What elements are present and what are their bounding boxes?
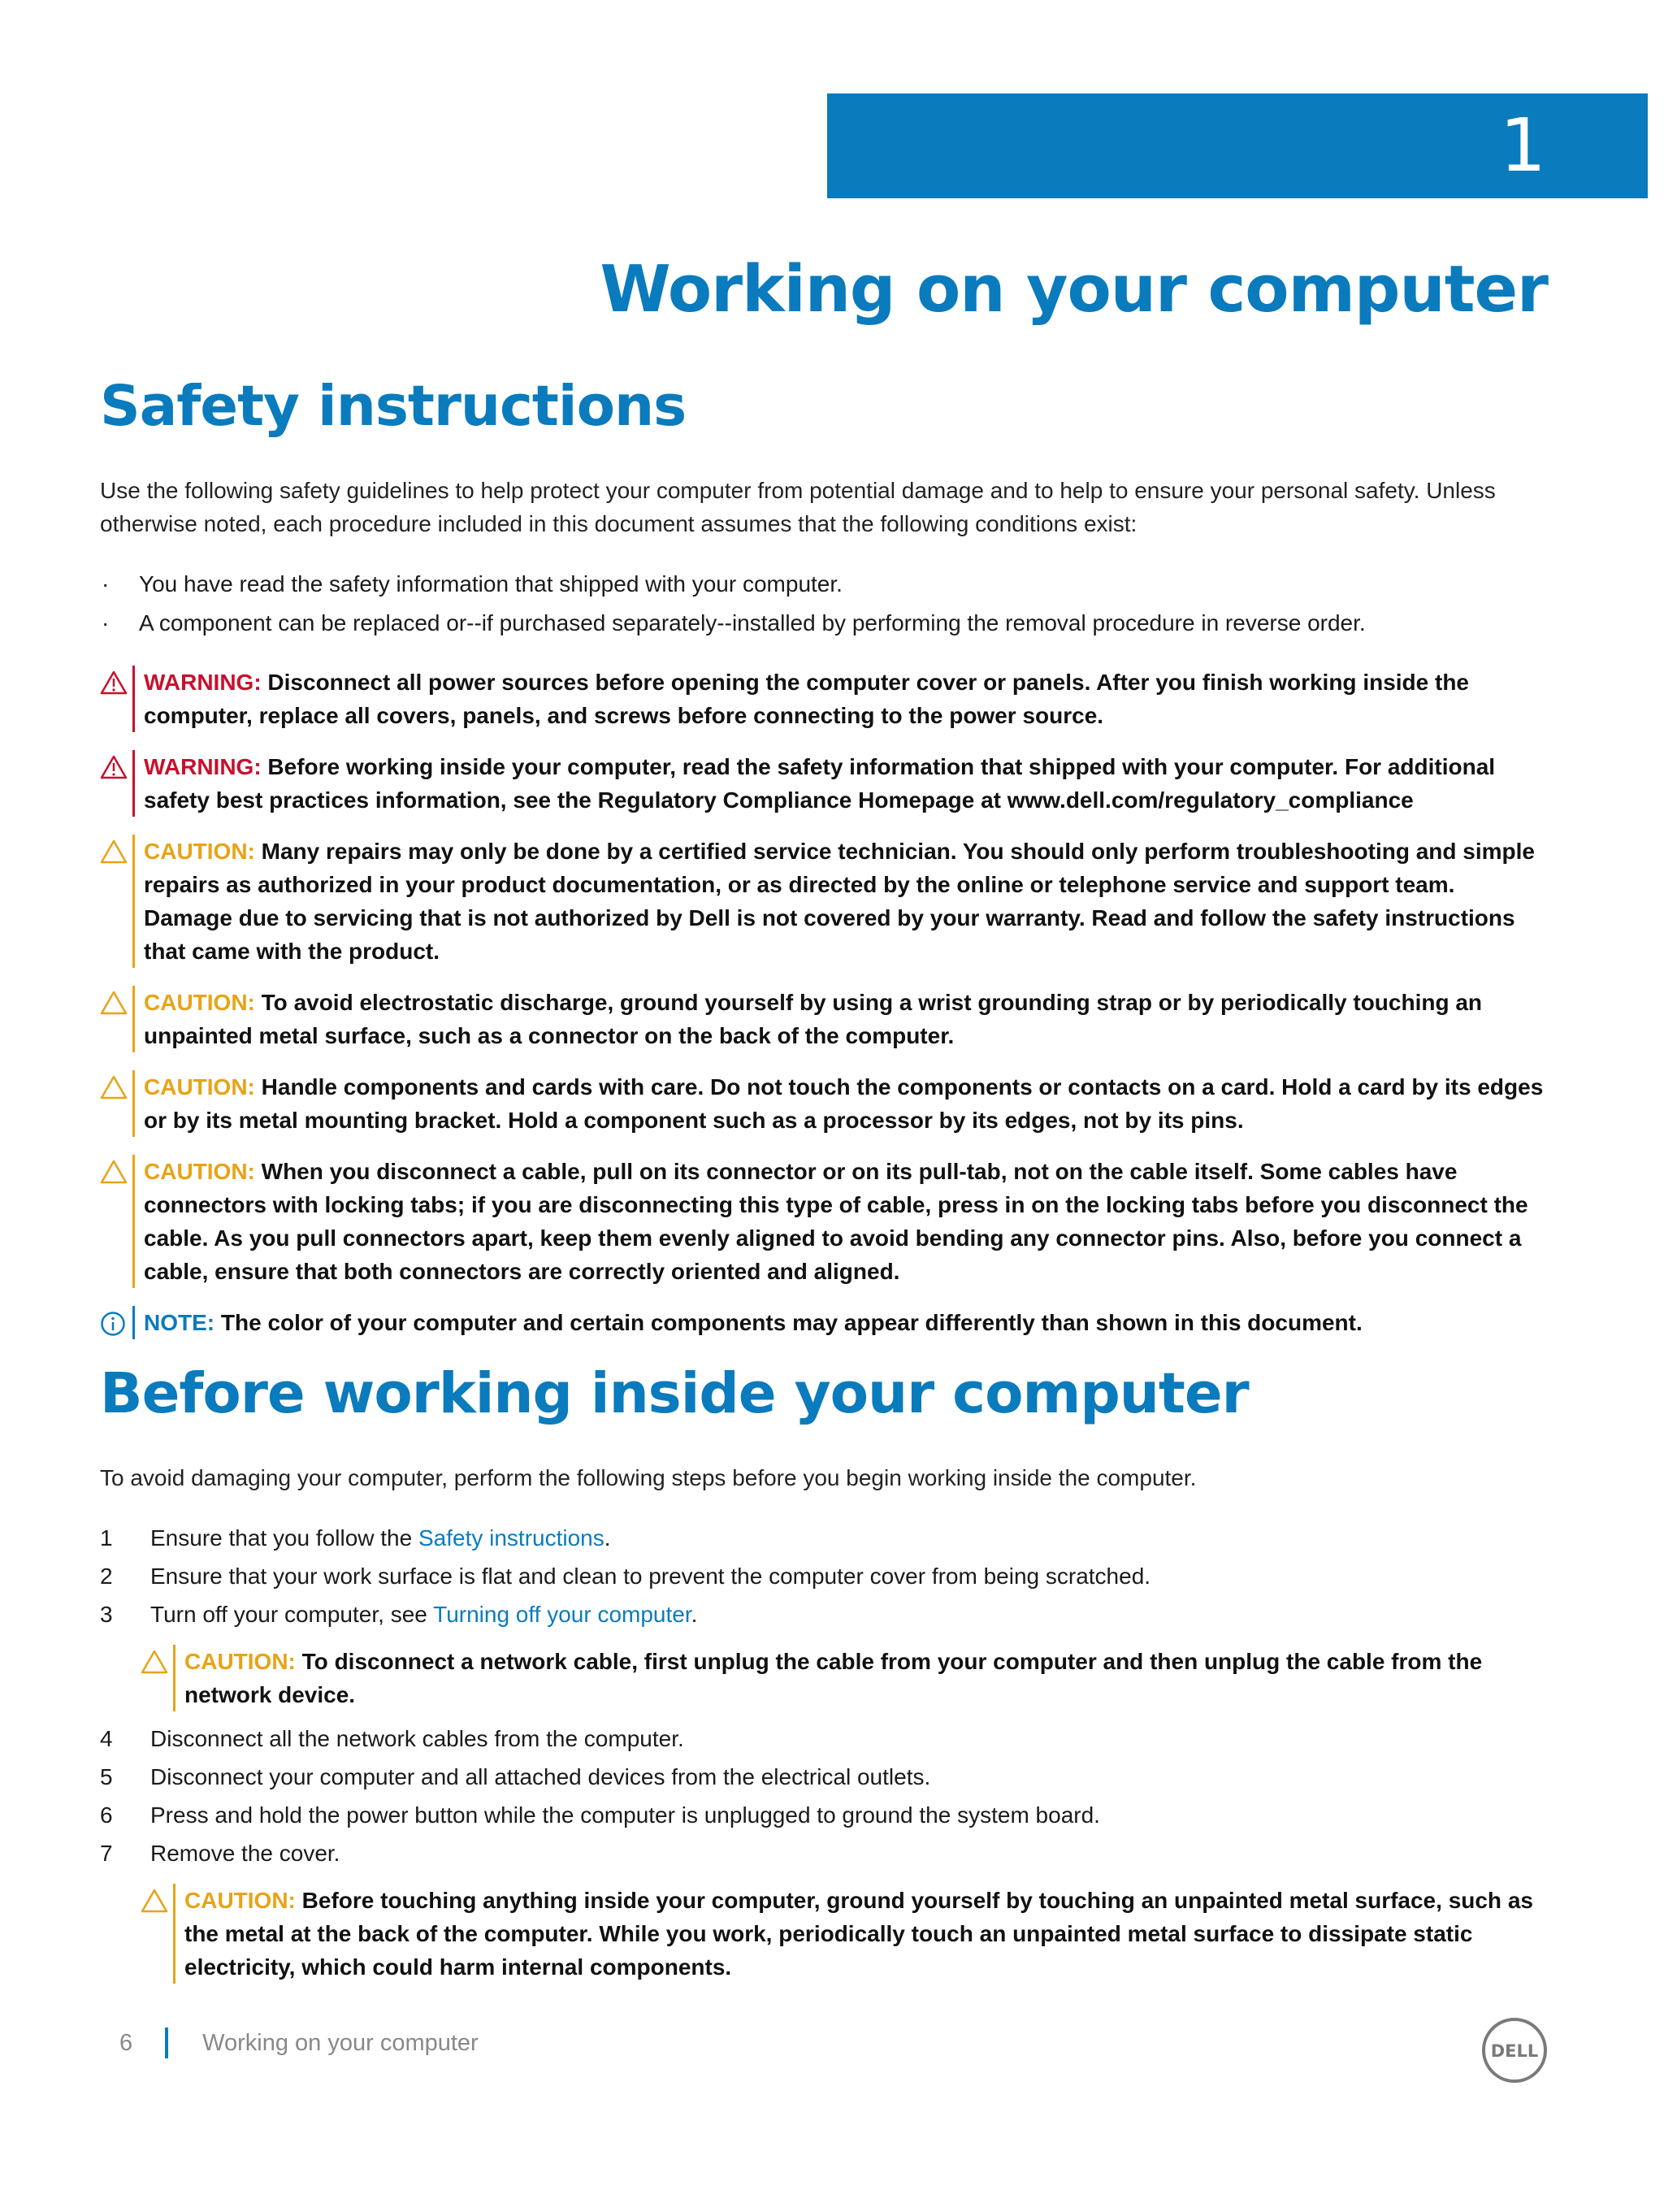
warning-text: Disconnect all power sources before opening the computer cover or panels. After you finish working inside the computer, replace all covers, panels, and screws before connecting to the power source.	[144, 670, 1470, 728]
chapter-banner	[827, 93, 1648, 198]
caution-text: Handle components and cards with care. Do not touch the components or contacts on a card. Hold a card by its edges or by its metal mounting bracket. Hold a component such as a processor by its edges, not by its pins.	[144, 1074, 1544, 1133]
caution-triangle-icon	[141, 1884, 173, 1913]
note-label: NOTE:	[144, 1310, 215, 1335]
caution-label: CAUTION:	[184, 1888, 296, 1913]
warning-label: WARNING:	[144, 670, 262, 695]
before-steps-list	[100, 1519, 1546, 1633]
logo-text: DELL	[1490, 2041, 1539, 2061]
warning-triangle-icon	[100, 750, 132, 779]
list-item: 7 Remove the cover.	[100, 1841, 340, 1866]
caution-admonition	[141, 1645, 1546, 1711]
safety-intro: Use the following safety guidelines to help protect your computer from potential damage and to help to ensure your personal safety. Unless otherwise noted, each procedure included in this document assumes that the following conditions exist:	[100, 478, 1496, 536]
list-item: 3 Turn off your computer, see Turning off your computer.	[100, 1602, 698, 1627]
chapter-number: 1	[1499, 103, 1546, 189]
caution-text: Many repairs may only be done by a certified service technician. You should only perform troubleshooting and simple repairs as authorized in your product documentation, or as directed by the online or telephone service and support team. Damage due to servicing that is not authorized by Dell is not covered by your warranty. Read and follow the safety instructions that came with the product.	[144, 839, 1535, 964]
caution-admonition	[100, 1155, 1546, 1288]
safety-instructions-link[interactable]: Safety instructions	[418, 1525, 604, 1551]
page-footer	[119, 2028, 479, 2058]
caution-label: CAUTION:	[184, 1649, 296, 1674]
page-number: 6	[119, 2029, 133, 2056]
caution-admonition	[100, 835, 1546, 968]
caution-text: When you disconnect a cable, pull on its connector or on its pull-tab, not on the cable itself. Some cables have connectors with locking tabs; if you are disconnecting this type of cable, press in on the locking tabs before you disconnect the cable. As you pull connectors apart, keep them evenly aligned to avoid bending any connector pins. Also, before you connect a cable, ensure that both connectors are correctly oriented and aligned.	[144, 1159, 1528, 1284]
caution-text: To avoid electrostatic discharge, ground yourself by using a wrist grounding strap or by periodically touching an unpainted metal surface, such as a connector on the back of the computer.	[144, 990, 1483, 1048]
turning-off-link[interactable]: Turning off your computer	[433, 1602, 691, 1627]
warning-admonition	[100, 750, 1546, 817]
list-item: · A component can be replaced or--if purchased separately--installed by performing the removal procedure in reverse order.	[102, 610, 1366, 635]
caution-admonition	[100, 1070, 1546, 1137]
warning-text: Before working inside your computer, read the safety information that shipped with your computer. For additional safety best practices information, see the Regulatory Compliance Homepage at www.dell.com/regulatory_compliance	[144, 754, 1496, 813]
caution-label: CAUTION:	[144, 1159, 255, 1184]
caution-triangle-icon	[141, 1645, 173, 1674]
info-circle-icon	[100, 1306, 132, 1337]
caution-admonition	[100, 986, 1546, 1052]
caution-label: CAUTION:	[144, 1074, 255, 1099]
footer-divider	[165, 2028, 168, 2058]
caution-label: CAUTION:	[144, 990, 255, 1015]
page-content	[100, 370, 1546, 1992]
list-item: · You have read the safety information that shipped with your computer.	[102, 571, 843, 596]
list-item: 5 Disconnect your computer and all attached devices from the electrical outlets.	[100, 1764, 931, 1789]
list-item: 2 Ensure that your work surface is flat and clean to prevent the computer cover from being scratched.	[100, 1564, 1151, 1589]
warning-triangle-icon	[100, 666, 132, 695]
caution-text: Before touching anything inside your computer, ground yourself by touching an unpainted metal surface, such as the metal at the back of the computer. While you work, periodically touch an unpainted metal surface to dissipate static electricity, which could harm internal components.	[184, 1888, 1533, 1980]
before-intro: To avoid damaging your computer, perform the following steps before you begin working inside the computer.	[100, 1465, 1197, 1490]
caution-label: CAUTION:	[144, 839, 255, 864]
caution-triangle-icon	[100, 1155, 132, 1184]
list-item: 6 Press and hold the power button while the computer is unplugged to ground the system board.	[100, 1802, 1100, 1828]
list-item: 4 Disconnect all the network cables from the computer.	[100, 1726, 684, 1751]
caution-triangle-icon	[100, 835, 132, 864]
safety-heading: Safety instructions	[100, 374, 687, 439]
caution-admonition	[141, 1884, 1546, 1984]
safety-conditions-list	[100, 565, 1546, 643]
note-text: The color of your computer and certain components may appear differently than shown in this document.	[214, 1310, 1363, 1335]
note-admonition	[100, 1306, 1546, 1339]
warning-admonition	[100, 666, 1546, 732]
chapter-title: Working on your computer	[600, 252, 1548, 327]
caution-text: To disconnect a network cable, first unplug the cable from your computer and then unplug the cable from the network device.	[184, 1649, 1483, 1707]
caution-triangle-icon	[100, 1070, 132, 1099]
before-steps-list-continued	[100, 1720, 1546, 1872]
caution-triangle-icon	[100, 986, 132, 1015]
footer-section-title: Working on your computer	[202, 2029, 479, 2056]
list-item: 1 Ensure that you follow the Safety instructions.	[100, 1525, 611, 1551]
warning-label: WARNING:	[144, 754, 262, 779]
before-heading: Before working inside your computer	[100, 1361, 1249, 1426]
dell-logo-icon	[1480, 2016, 1549, 2084]
